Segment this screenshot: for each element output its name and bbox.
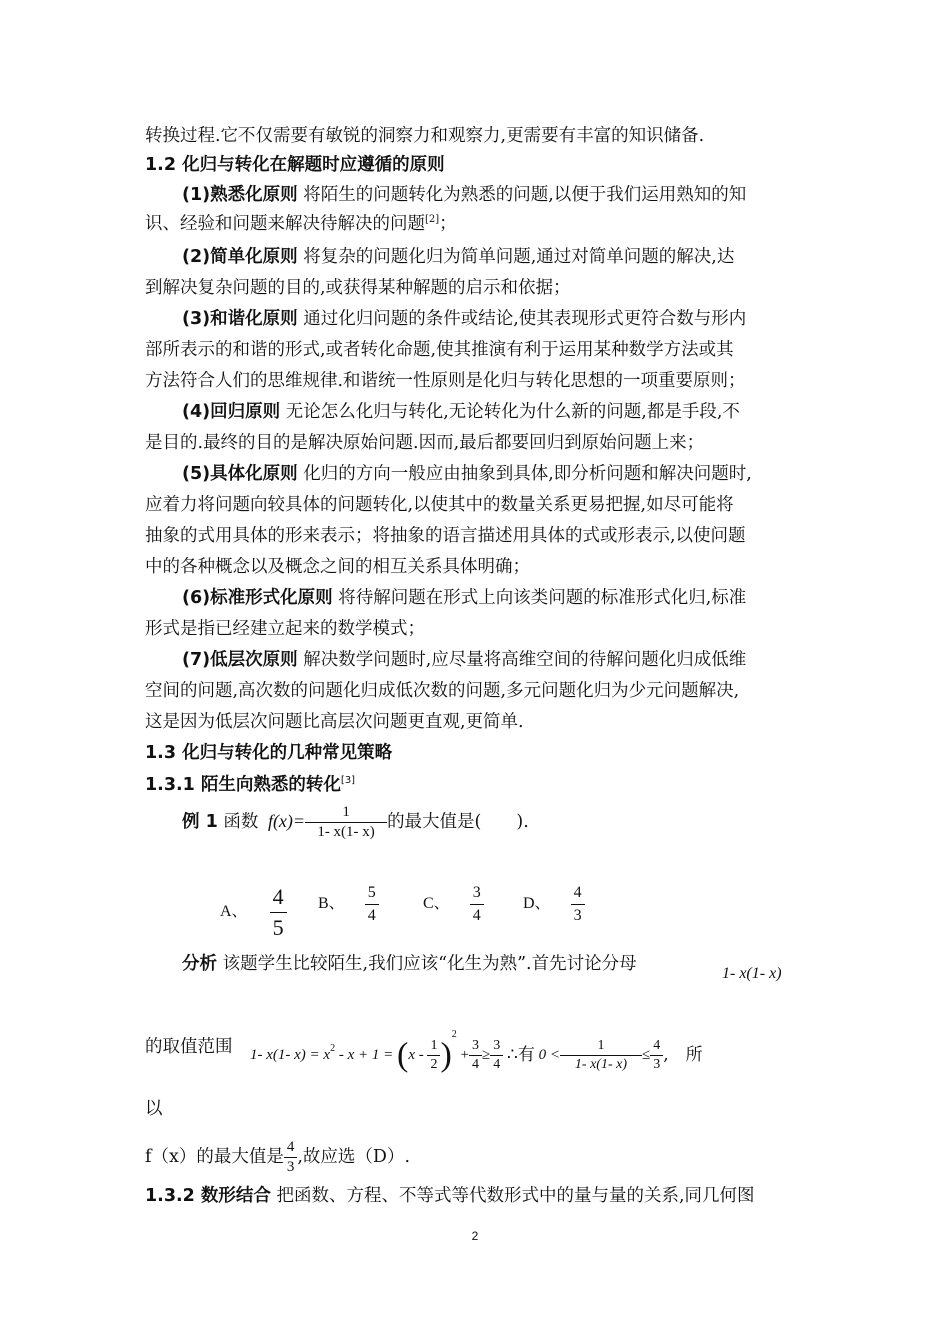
range-line xyxy=(145,1039,233,1057)
citation: [3] xyxy=(340,775,356,786)
example-text: 函数 xyxy=(217,812,259,832)
denominator: 1- x(1- x) xyxy=(574,1057,627,1073)
principle-title: (1)熟悉化原则 xyxy=(182,185,298,205)
numerator: 1 xyxy=(305,805,387,823)
denominator: 3 xyxy=(573,907,582,924)
principle-title: (2)简单化原则 xyxy=(182,247,298,267)
denominator: 4 xyxy=(493,1057,501,1073)
conclusion-text: ,故应选（D）. xyxy=(297,1146,411,1167)
conclusion-line xyxy=(145,1140,410,1175)
expr: 1- x(1- x) = x xyxy=(250,1047,331,1063)
numerator: 4 xyxy=(650,1039,663,1056)
principle-5-cont: 应着力将问题向较具体的问题转化,以使其中的数量关系更易把握,如尽可能将 xyxy=(145,495,734,515)
choice-a xyxy=(220,884,287,941)
numerator: 3 xyxy=(470,884,484,905)
numerator: 4 xyxy=(571,884,585,905)
principle-3-cont: 方法符合人们的思维规律.和谐统一性原则是化归与转化思想的一项重要原则； xyxy=(145,371,746,391)
example-1 xyxy=(182,805,529,840)
exponent: 2 xyxy=(451,1029,457,1040)
section-heading-1-3: 1.3 化归与转化的几种常见策略 xyxy=(145,743,393,763)
denominator: 4 xyxy=(472,907,481,924)
principle-5-cont: 抽象的式用具体的形来表示；将抽象的语言描述用具体的式或形表示,以使问题 xyxy=(145,526,746,546)
section-text: 把函数、方程、不等式等代数形式中的量与量的关系,同几何图 xyxy=(270,1186,755,1206)
operator: + xyxy=(460,1047,470,1064)
analysis-text: , 所 xyxy=(663,1045,703,1066)
operator: ≥ xyxy=(482,1047,491,1064)
principle-5 xyxy=(182,466,752,484)
principle-text: 通过化归问题的条件或结论,使其表现形式更符合数与形内 xyxy=(297,309,747,329)
principle-1 xyxy=(182,187,746,205)
analysis-text: 以 xyxy=(145,1099,163,1119)
section-heading-1-3-2: 1.3.2 数形结合 xyxy=(145,1186,271,1206)
numerator: 4 xyxy=(270,884,287,913)
choice-letter: D、 xyxy=(523,895,551,913)
function-name: f(x)= xyxy=(267,811,306,831)
numerator: 1 xyxy=(427,1039,440,1056)
expr: - x + 1 = xyxy=(335,1047,394,1063)
numerator: 3 xyxy=(490,1039,503,1056)
principle-3 xyxy=(182,311,746,329)
principle-3-cont: 部所表示的和谐的形式,或者转化命题,使其推演有利于运用某种数学方法或其 xyxy=(145,340,734,360)
fraction xyxy=(305,805,387,840)
right-paren: ) xyxy=(440,1036,452,1074)
numerator: 5 xyxy=(365,884,379,905)
denominator: 3 xyxy=(286,1159,295,1175)
left-paren: ( xyxy=(396,1036,409,1074)
choice-d xyxy=(523,884,585,925)
section-heading: 1.2 化归与转化在解题时应遵循的原则 xyxy=(145,155,445,175)
principle-4-cont: 是目的.最终的目的是解决原始问题.因而,最后都要回归到原始问题上来； xyxy=(145,433,705,453)
principle-text: 化归的方向一般应由抽象到具体,即分析问题和解决问题时, xyxy=(297,464,752,484)
denominator: 5 xyxy=(272,915,284,940)
principle-text: 将待解问题在形式上向该类问题的标准形式化归,标准 xyxy=(332,588,747,608)
fraction-half xyxy=(427,1039,440,1072)
text-line: 转换过程.它不仅需要有敏锐的洞察力和观察力,更需要有丰富的知识储备. xyxy=(145,126,705,146)
exponent: 2 xyxy=(330,1043,336,1054)
choice-letter: B、 xyxy=(318,895,345,913)
denominator: 3 xyxy=(653,1057,661,1073)
range-expression xyxy=(250,1030,703,1073)
fraction-4-3 xyxy=(650,1039,663,1072)
principle-title: (4)回归原则 xyxy=(182,402,281,422)
heading-text: 1.3.1 陌生向熟悉的转化 xyxy=(145,775,341,795)
fraction-4-3 xyxy=(284,1140,298,1175)
analysis-text: 该题学生比较陌生,我们应该“化生为熟”.首先讨论分母 xyxy=(217,954,637,974)
principle-2 xyxy=(182,249,734,267)
fraction-bound xyxy=(560,1039,642,1072)
principle-title: (3)和谐化原则 xyxy=(182,309,298,329)
choice-c xyxy=(423,884,484,925)
principle-text: 解决数学问题时,应尽量将高维空间的待解问题化归成低维 xyxy=(297,650,747,670)
principle-5-cont: 中的各种概念以及概念之间的相互关系具体明确； xyxy=(145,557,530,577)
analysis-text: 的取值范围 xyxy=(145,1037,233,1057)
denominator-expression: 1- x(1- x) xyxy=(722,965,782,982)
choice-fraction xyxy=(365,884,379,925)
principle-6 xyxy=(182,590,746,608)
section-heading-1-3-1 xyxy=(145,776,355,795)
principle-2-cont: 到解决复杂问题的目的,或获得某种解题的启示和依据； xyxy=(145,278,571,298)
principle-title: (7)低层次原则 xyxy=(182,650,298,670)
citation: [2] xyxy=(425,214,440,225)
choice-fraction xyxy=(571,884,585,925)
choice-letter: A、 xyxy=(220,903,248,921)
numerator: 4 xyxy=(284,1140,298,1158)
principle-7-cont: 这是因为低层次问题比高层次问题更直观,更简单. xyxy=(145,712,524,732)
example-text: 的最大值是( ). xyxy=(387,812,529,832)
principle-6-cont: 形式是指已经建立起来的数学模式； xyxy=(145,619,425,639)
principle-title: (6)标准形式化原则 xyxy=(182,588,333,608)
principle-text: 将陌生的问题转化为熟悉的问题,以便于我们运用熟知的知 xyxy=(297,185,747,205)
principle-7 xyxy=(182,652,746,670)
numerator: 3 xyxy=(469,1039,482,1056)
principle-1-cont xyxy=(145,215,457,234)
numerator: 1 xyxy=(560,1039,642,1056)
denominator: 4 xyxy=(367,907,376,924)
section-1-3-2-line xyxy=(145,1188,755,1206)
analysis-label: 分析 xyxy=(182,954,217,974)
expr: 0 < xyxy=(538,1047,560,1064)
principle-4 xyxy=(182,404,740,422)
expr: x - xyxy=(408,1047,428,1064)
choice-b xyxy=(318,884,379,925)
principle-7-cont: 空间的问题,高次数的问题化归成低次数的问题,多元问题化归为少元问题解决, xyxy=(145,681,740,701)
operator: ≤ xyxy=(641,1047,651,1064)
fraction-3-4 xyxy=(469,1039,482,1072)
analysis-line xyxy=(182,956,637,974)
denominator: 1- x(1- x) xyxy=(317,824,375,840)
therefore-text: ∴有 xyxy=(507,1045,535,1066)
conclusion-text: f（x）的最大值是 xyxy=(145,1146,284,1167)
principle-title: (5)具体化原则 xyxy=(182,464,298,484)
choice-fraction xyxy=(470,884,484,925)
choice-fraction xyxy=(270,884,287,941)
denominator: 2 xyxy=(430,1057,438,1073)
denominator: 4 xyxy=(472,1057,480,1073)
principle-text: 识、经验和问题来解决待解决的问题 xyxy=(145,214,425,234)
principle-text: 无论怎么化归与转化,无论转化为什么新的问题,都是手段,不 xyxy=(280,402,740,422)
choice-letter: C、 xyxy=(423,895,450,913)
principle-text: 将复杂的问题化归为简单问题,通过对简单问题的解决,达 xyxy=(297,247,735,267)
example-label: 例 1 xyxy=(182,812,218,832)
fraction-3-4 xyxy=(490,1039,503,1072)
page-number: 2 xyxy=(471,1229,479,1243)
punctuation: ； xyxy=(439,214,457,234)
